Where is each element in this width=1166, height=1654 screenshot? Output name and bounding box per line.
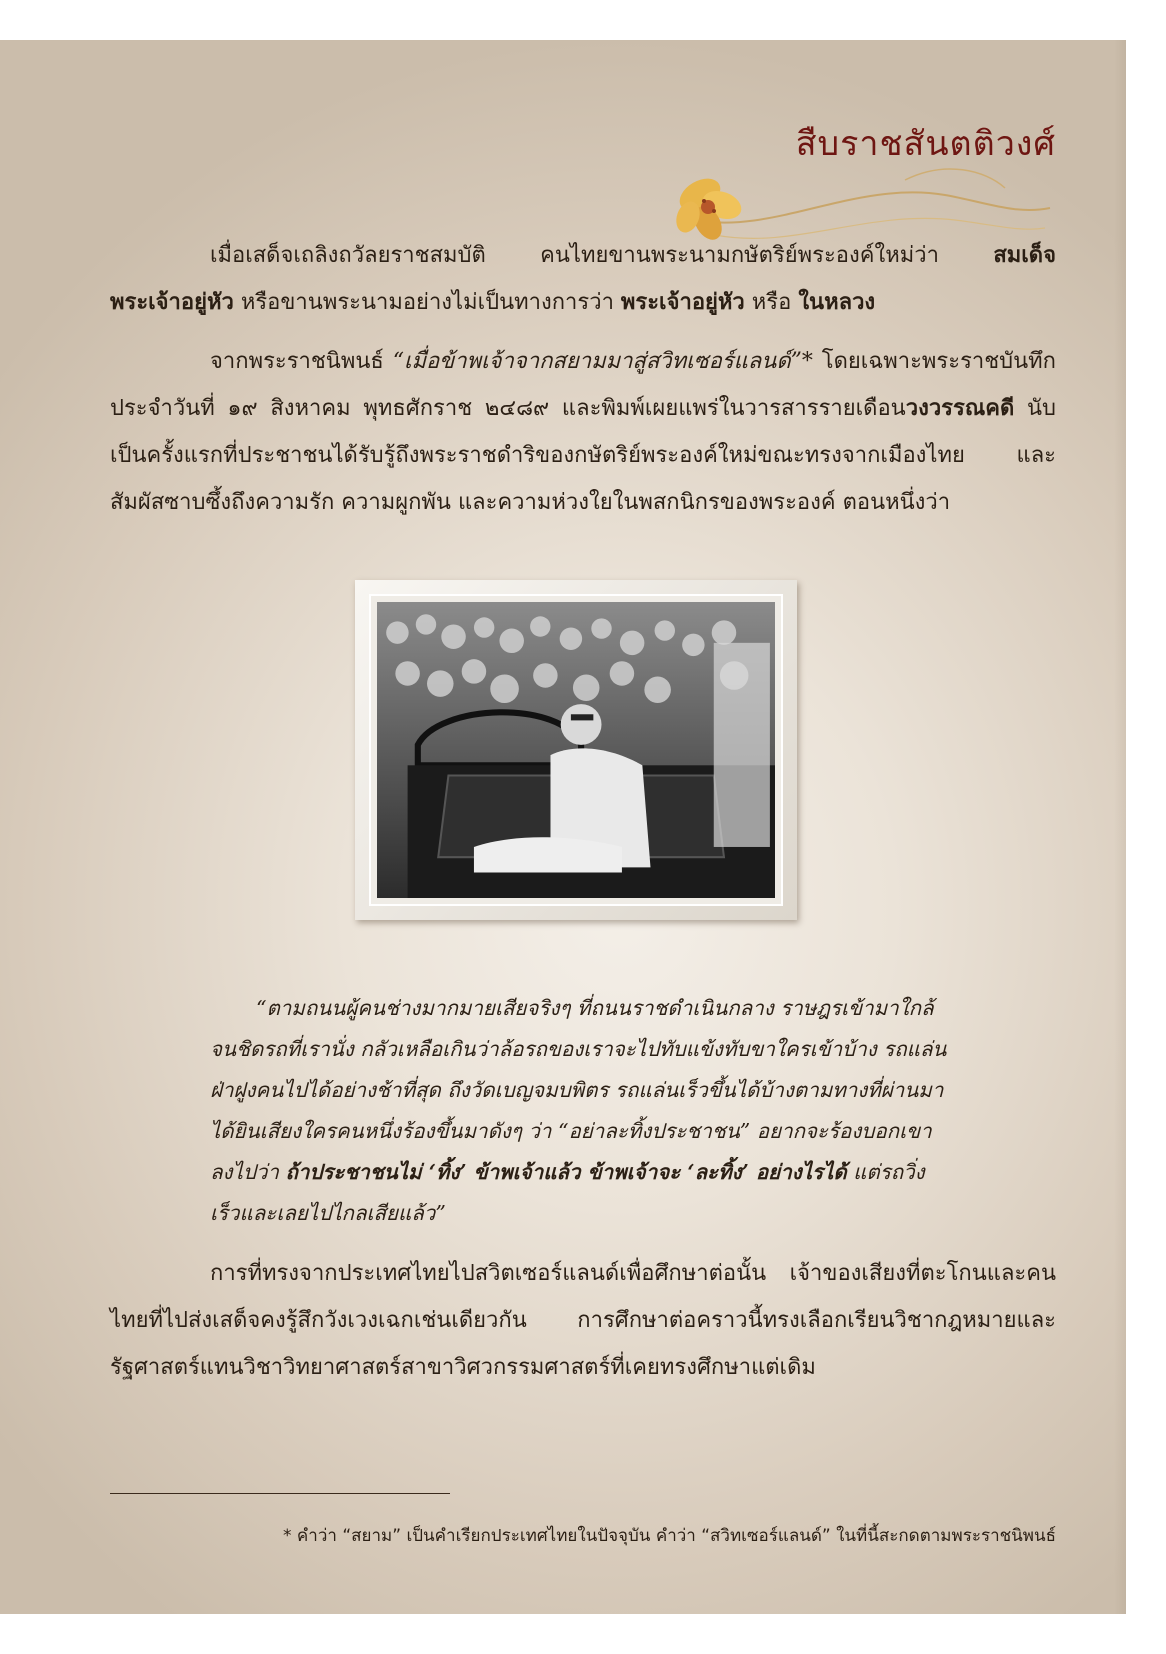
quote-text: “ตามถนนผู้คนช่างมากมายเสียจริงๆ ที่ถนนราชดำเนินกลาง ราษฎรเข้ามาใกล้จนชิดรถที่เรานั่ง กลัวเหลือเกินว่าล้อรถของเราจะไปทับแข้งทับขาใครเข้าบ้าง รถแล่นฝ่าฝูงคนไปได้อย่างช้าที่สุด ถึงวัดเบญจมบพิตร รถแล่นเร็วขึ้นได้บ้างตามทางที่ผ่านมาได้ยินเสียงใครคนหนึ่งร้องขึ้นมาดังๆ ว่า “อย่าละทิ้งประชาชน” อยากจะร้องบอกเขาลงไปว่า	[210, 996, 947, 1184]
italic-title-run: “เมื่อข้าพเจ้าจากสยามมาสู่สวิทเซอร์แลนด์”*	[392, 349, 813, 374]
footnote-divider	[110, 1493, 450, 1494]
quote-text: แต่รถวิ่งเร็วและเลยไปไกลเสียแล้ว”	[210, 1160, 925, 1225]
historical-photo	[377, 602, 775, 898]
bold-run: สมเด็จพระเจ้าอยู่หัว	[110, 242, 1056, 315]
photo-mat	[369, 594, 783, 906]
footnote: * คำว่า “สยาม” เป็นคำเรียกประเทศไทยในปัจจุบัน คำว่า “สวิทเซอร์แลนด์” ในที่นี้สะกดตามพระราชนิพนธ์	[283, 1526, 1056, 1546]
page-edge	[1114, 40, 1126, 1614]
text-run: เมื่อเสด็จเถลิงถวัลยราชสมบัติ คนไทยขานพระนามกษัตริย์พระองค์ใหม่ว่า	[210, 243, 994, 268]
bold-run: วงวรรณคดี	[905, 395, 1015, 421]
text-run: หรือ	[744, 290, 799, 315]
text-run: หรือขานพระนามอย่างไม่เป็นทางการว่า	[233, 290, 621, 315]
bold-run: ในหลวง	[798, 289, 876, 315]
text-run: จากพระราชนิพนธ์	[210, 349, 393, 374]
bold-run: พระเจ้าอยู่หัว	[620, 289, 745, 315]
quote-bold-run: ถ้าประชาชนไม่ ‘ทิ้ง’ ข้าพเจ้าแล้ว ข้าพเจ้าจะ ‘ละทิ้ง’ อย่างไรได้	[285, 1160, 847, 1184]
photo-image	[377, 602, 775, 898]
text-run: การที่ทรงจากประเทศไทยไปสวิตเซอร์แลนด์เพื่อศึกษาต่อนั้น เจ้าของเสียงที่ตะโกนและคนไทยที่ไปส่งเสด็จคงรู้สึกวังเวงเฉกเช่นเดียวกัน การศึกษาต่อคราวนี้ทรงเลือกเรียนวิชากฎหมายและรัฐศาสตร์แทนวิชาวิทยาศาสตร์สาขาวิศวกรรมศาสตร์ที่เคยทรงศึกษาแต่เดิม	[110, 1261, 1056, 1380]
quote-block	[210, 988, 950, 1234]
text-run: โดยเฉพาะพระราชบันทึกประจำวันที่ ๑๙ สิงหาคม พุทธศักราช ๒๔๘๙ และพิมพ์เผยแพร่ในวารสารรายเดือน	[110, 349, 1056, 421]
photo-frame	[355, 580, 797, 920]
paragraph-1	[110, 232, 1056, 326]
section-title: สืบราชสันตติวงศ์	[795, 124, 1056, 164]
paragraph-2	[110, 338, 1056, 526]
text-run: นับเป็นครั้งแรกที่ประชาชนได้รับรู้ถึงพระราชดำริของกษัตริย์พระองค์ใหม่ขณะทรงจากเมืองไทย และสัมผัสซาบซึ้งถึงความรัก ความผูกพัน และความห่วงใยในพสกนิกรของพระองค์ ตอนหนึ่งว่า	[110, 396, 1056, 515]
page	[0, 40, 1126, 1614]
paragraph-3	[110, 1250, 1056, 1391]
